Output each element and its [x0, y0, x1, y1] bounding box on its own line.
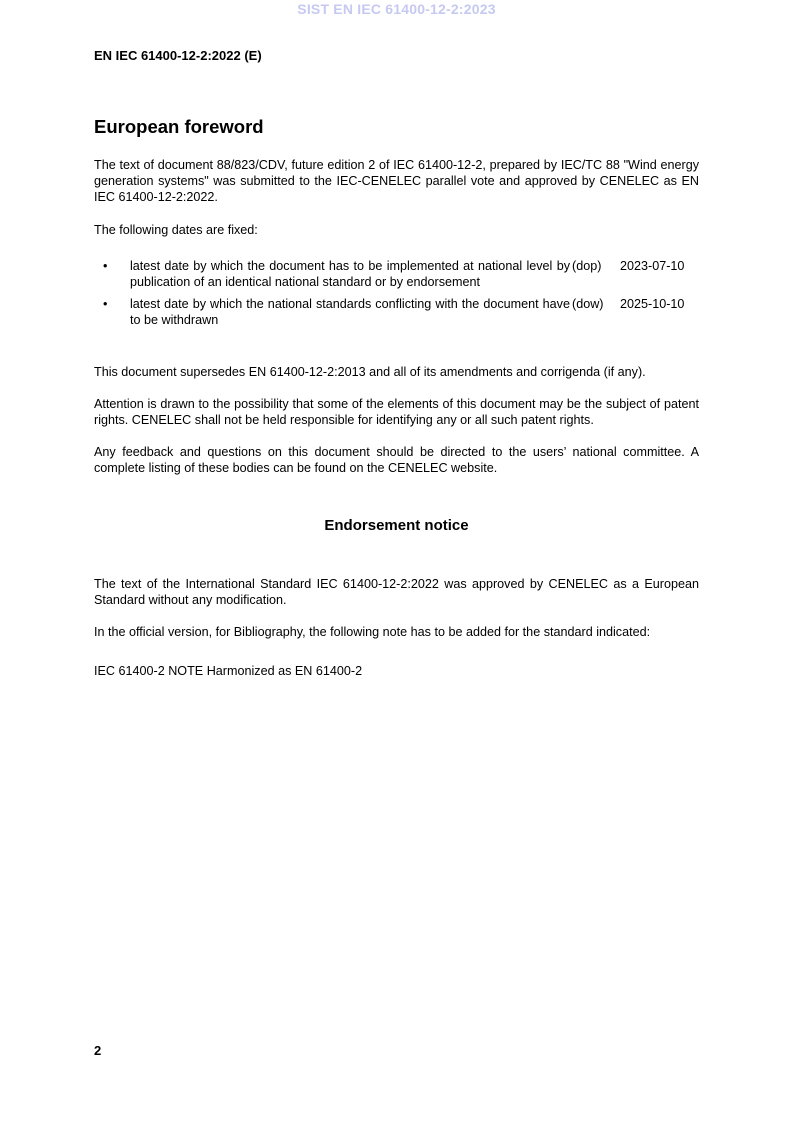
patent-paragraph: Attention is drawn to the possibility that some of the elements of this document may be the subject of patent rights. CENELEC shall not be held responsible for identifying any or all such patent rights.: [94, 397, 699, 427]
page-title: European foreword: [94, 116, 264, 137]
official-version-paragraph: In the official version, for Bibliography, the following note has to be added for the standard indicated:: [94, 625, 651, 639]
supersedes-paragraph: This document supersedes EN 61400-12-2:2013 and all of its amendments and corrigenda (if any).: [94, 365, 646, 379]
foreword-intro: The text of document 88/823/CDV, future edition 2 of IEC 61400-12-2, prepared by IEC/TC 88 "Wind energy generation systems" was submitted to the IEC-CENELEC parallel vote and approved by CENELEC as EN IEC 61400-12-2:2022.: [94, 158, 699, 204]
endorsement-text: The text of the International Standard IEC 61400-12-2:2022 was approved by CENELEC as a European Standard without any modification.: [94, 577, 699, 607]
date-item-date: 2023-07-10: [620, 259, 685, 273]
document-id: EN IEC 61400-12-2:2022 (E): [94, 48, 262, 63]
endorsement-title: Endorsement notice: [324, 517, 469, 534]
feedback-paragraph: Any feedback and questions on this document should be directed to the users’ national committee. A complete listing of these bodies can be found on the CENELEC website.: [94, 445, 699, 475]
date-item-date: 2025-10-10: [620, 297, 685, 311]
date-item-text: latest date by which the document has to be implemented at national level by publication of an identical national standard or by endorsement: [130, 259, 570, 289]
date-item-abbr: (dow): [572, 297, 604, 311]
date-item-text: latest date by which the national standards conflicting with the document have to be withdrawn: [130, 297, 570, 327]
page-number: 2: [94, 1043, 102, 1058]
dates-intro: The following dates are fixed:: [94, 223, 258, 237]
date-item-abbr: (dop): [572, 259, 602, 273]
bibliography-note: IEC 61400-2 NOTE Harmonized as EN 61400-2: [94, 664, 363, 678]
bullet-icon: •: [103, 259, 108, 273]
watermark: SIST EN IEC 61400-12-2:2023: [297, 1, 496, 17]
bullet-icon: •: [103, 297, 108, 311]
